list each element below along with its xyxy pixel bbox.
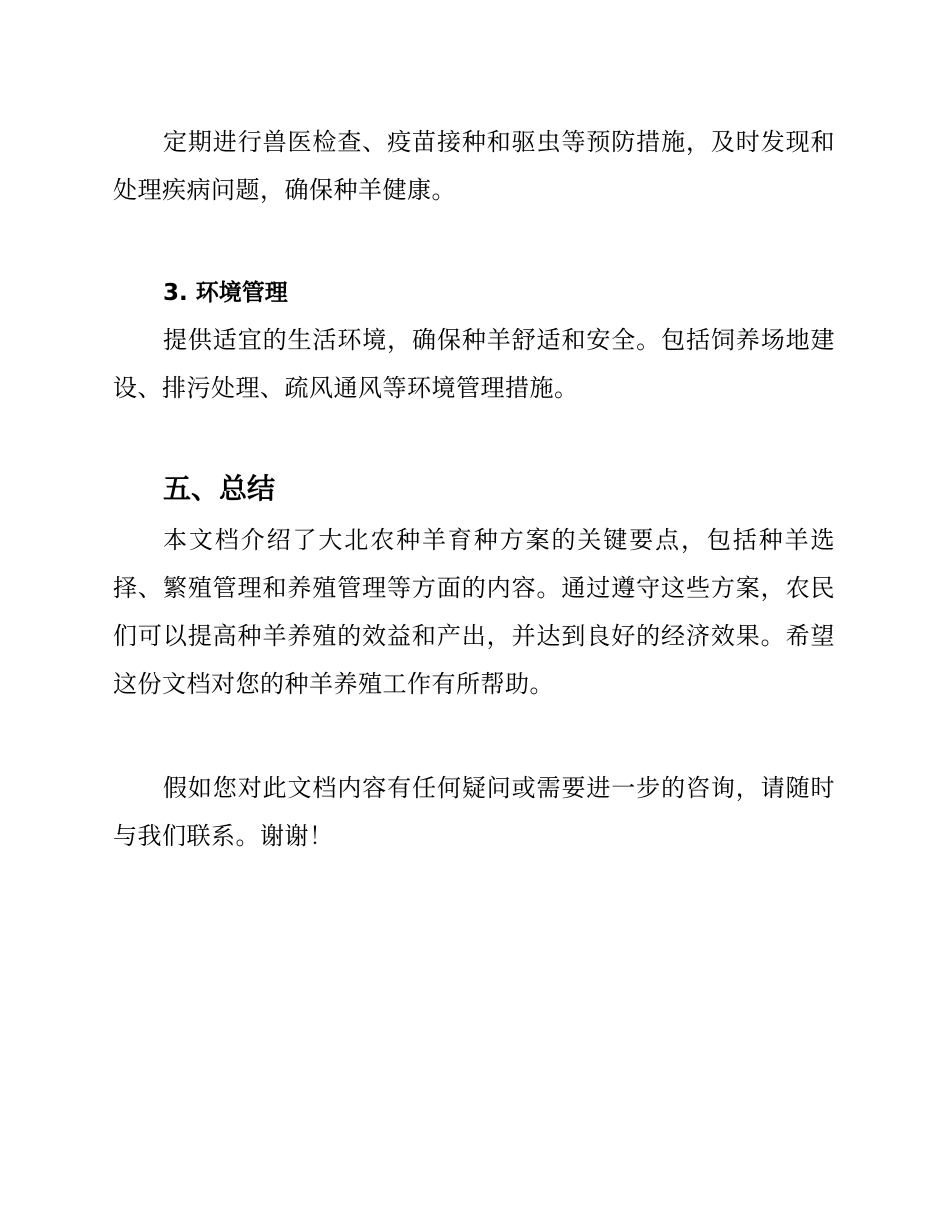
section-heading-summary: 五、总结 — [163, 472, 276, 505]
paragraph-contact: 假如您对此文档内容有任何疑问或需要进一步的咨询，请随时与我们联系。谢谢！ — [113, 774, 835, 850]
paragraph-environment: 提供适宜的生活环境，确保种羊舒适和安全。包括饲养场地建设、排污处理、疏风通风等环境管理措施。 — [113, 326, 835, 402]
paragraph-summary: 本文档介绍了大北农种羊育种方案的关键要点，包括种羊选择、繁殖管理和养殖管理等方面的内容。通过遵守这些方案，农民们可以提高种羊养殖的效益和产出，并达到良好的经济效果。希望这份文档对您的种羊养殖工作有所帮助。 — [113, 526, 835, 698]
section-heading-environment: 3. 环境管理 — [163, 280, 288, 306]
paragraph-vet-care: 定期进行兽医检查、疫苗接种和驱虫等预防措施，及时发现和处理疾病问题，确保种羊健康。 — [113, 128, 835, 204]
